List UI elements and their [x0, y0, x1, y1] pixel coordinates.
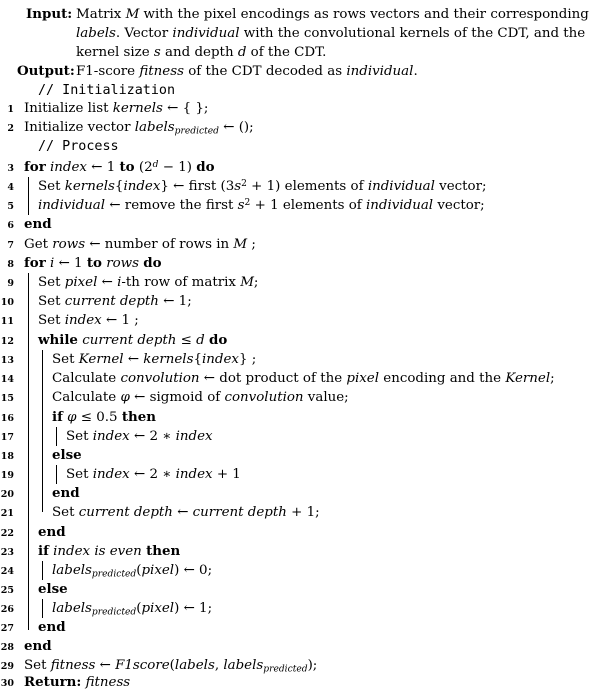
block-bar: [56, 465, 57, 484]
line-number: 26: [0, 604, 14, 615]
line-number: 15: [0, 393, 14, 404]
line-number: 25: [0, 585, 14, 596]
input-description-line-3: kernel size s and depth d of the CDT.: [76, 45, 327, 60]
line-number: 14: [0, 374, 14, 385]
block-bar: [42, 350, 43, 512]
comment-initialization: // Initialization: [38, 83, 176, 98]
line-number: 19: [0, 470, 14, 481]
input-label: Input:: [26, 6, 73, 22]
line-number: 9: [7, 278, 14, 289]
line-number: 6: [7, 220, 14, 231]
line-number: 5: [7, 201, 14, 212]
input-description-line-1: [76, 5, 589, 24]
line-number: 20: [0, 489, 14, 500]
block-bar: [42, 561, 43, 580]
line-number: 18: [0, 451, 14, 462]
line-number: 16: [0, 413, 14, 424]
line-number: 1: [7, 104, 14, 115]
line-number: 12: [0, 336, 14, 347]
line-number: 2: [7, 123, 14, 134]
line-number: 13: [0, 355, 14, 366]
line-number: 28: [0, 642, 14, 653]
input-description-text: Matrix M with the pixel encodings as rows vectors and their corresponding: [76, 7, 589, 22]
line-number: 24: [0, 566, 14, 577]
line-number: 30: [0, 678, 14, 689]
line-number: 17: [0, 432, 14, 443]
line-number: 29: [0, 661, 14, 672]
line-number: 27: [0, 623, 14, 634]
line-number: 8: [7, 259, 14, 270]
line-number: 7: [7, 240, 14, 251]
block-bar: [28, 273, 29, 630]
block-bar: [28, 177, 29, 215]
output-description: F1-score fitness of the CDT decoded as individual.: [76, 64, 418, 79]
output-label: Output:: [17, 63, 75, 79]
block-bar: [42, 599, 43, 618]
line-number: 4: [7, 182, 14, 193]
line-number: 22: [0, 528, 14, 539]
line-number: 3: [7, 163, 14, 174]
comment-process: // Process: [38, 139, 119, 154]
algorithm-block: Input: Matrix M with the pixel encodings as rows vectors and their corresponding labels. Vector individual with the convolutional kernels of the CDT, and the kernel size s and depth d of the CDT. Output: F1-score fitness of the CDT decoded as individual. // Initialization 1 Initialize list kernels ← { }; 2 Initialize vector labels$_{predicted}$ ← (); // Process 3 for index ← 1 to $(2^d - 1)$ do 4 Set kernels{index} ← first $(3s^2 + 1)$ elements of individual vector; 5 individual ← remove the first $s^2 + 1$ elements of individual vector; 6 end 7 Get rows ← number of rows in M ; 8 for i ← 1 to rows do 9 Set pixel ← i-th row of matrix M; 10 Set current depth ← 1; 11 Set index ← 1 ; 12 while current depth ≤ d do 13 Set Kernel ← kernels{index} ; 14 Calculate convolution ← dot product of the pixel encoding and the Kernel; 15 Calculate φ ← sigmoid of convolution value; 16 if φ ≤ 0.5 then 17 Set index ← 2 ∗ index 18 else 19 Set index ← 2 ∗ index + 1 20 end 21 Set current depth ← current depth + 1; 22 end 23 if index is even then 24 labels$_{predicted}$(pixel) ← 0; 25 else 26 labels$_{predicted}$(pixel) ← 1; 27 end 28 end 29 Set fitness ← F1score(labels, labels$_{predicted}$); 30 Return: fitness: [0, 0, 603, 691]
block-bar: [56, 427, 57, 446]
line-number: 10: [0, 297, 14, 308]
line-number: 23: [0, 547, 14, 558]
line-number: 21: [0, 508, 14, 519]
line-number: 11: [0, 316, 14, 327]
input-description-line-2: labels. Vector individual with the convolutional kernels of the CDT, and the: [76, 26, 586, 41]
